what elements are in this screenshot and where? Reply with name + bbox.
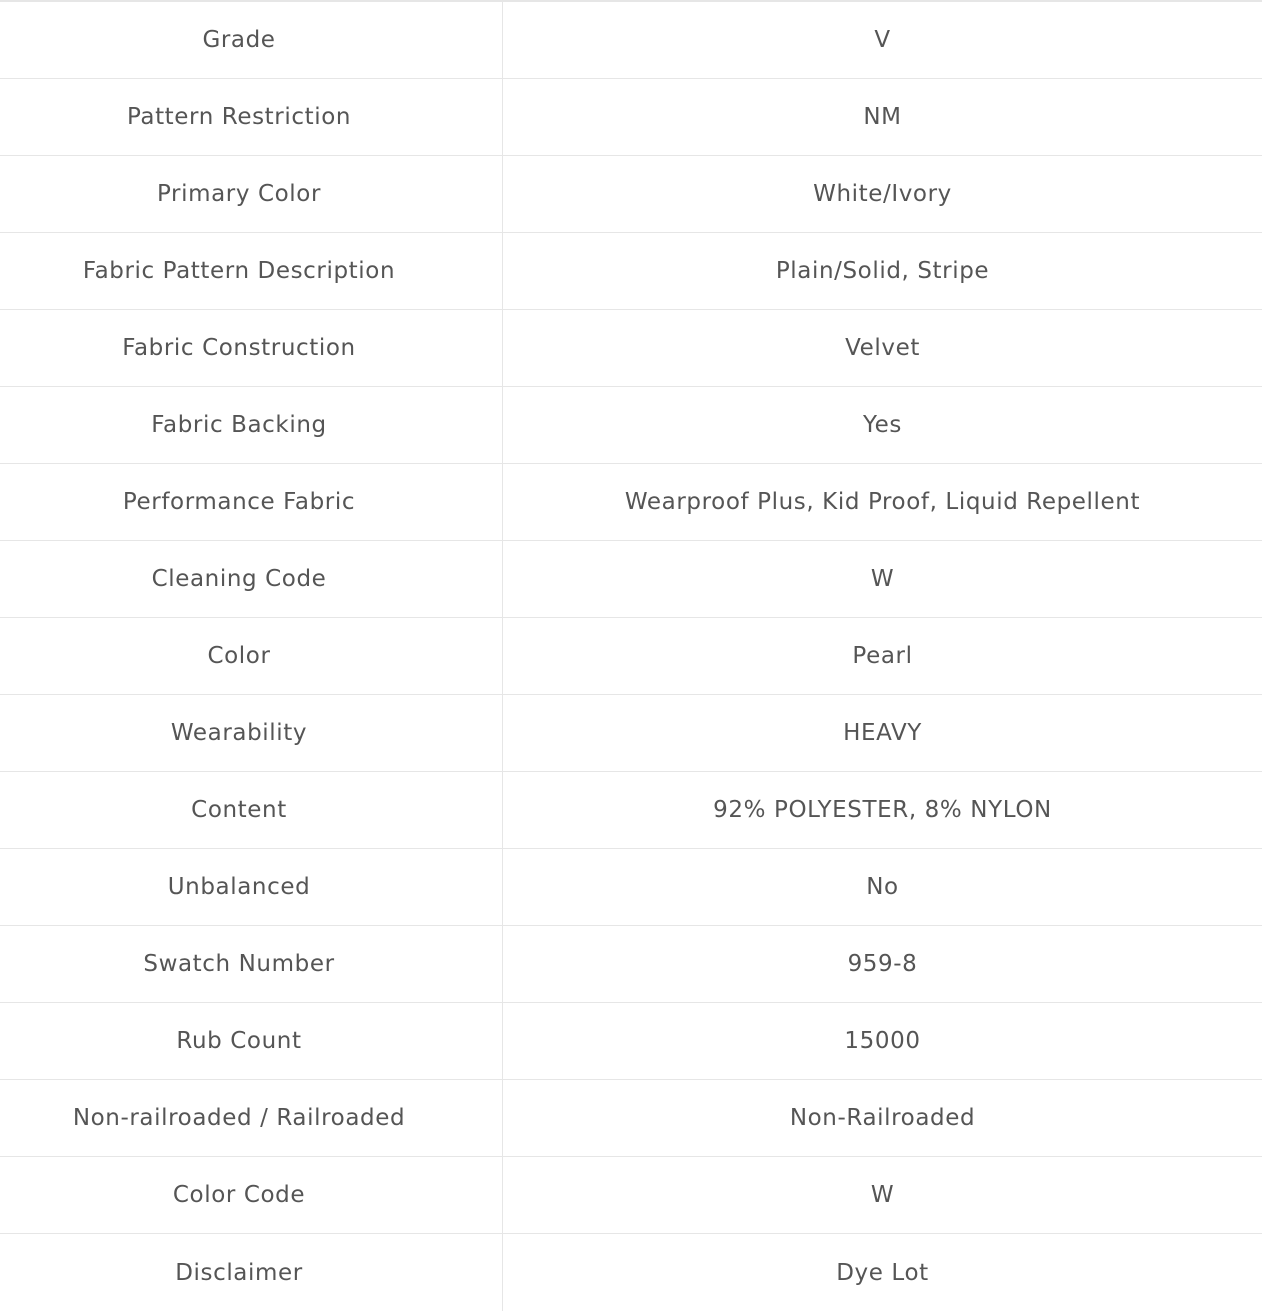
- spec-value: 92% POLYESTER, 8% NYLON: [503, 772, 1262, 849]
- spec-label: Color Code: [0, 1157, 503, 1234]
- spec-row-grade: [0, 1, 1262, 79]
- spec-row-performance-fabric: [0, 464, 1262, 541]
- spec-label: Fabric Backing: [0, 387, 503, 464]
- spec-label: Fabric Pattern Description: [0, 233, 503, 310]
- spec-value: Wearproof Plus, Kid Proof, Liquid Repellent: [503, 464, 1262, 541]
- spec-row-color: [0, 618, 1262, 695]
- spec-row-railroaded: [0, 1080, 1262, 1157]
- spec-value: Plain/Solid, Stripe: [503, 233, 1262, 310]
- spec-row-color-code: [0, 1157, 1262, 1234]
- spec-label: Performance Fabric: [0, 464, 503, 541]
- spec-label: Swatch Number: [0, 926, 503, 1003]
- spec-value: 15000: [503, 1003, 1262, 1080]
- spec-label: Primary Color: [0, 156, 503, 233]
- spec-value: Dye Lot: [503, 1234, 1262, 1311]
- spec-value: No: [503, 849, 1262, 926]
- spec-row-fabric-construction: [0, 310, 1262, 387]
- spec-row-primary-color: [0, 156, 1262, 233]
- spec-row-unbalanced: [0, 849, 1262, 926]
- spec-label: Content: [0, 772, 503, 849]
- spec-label: Color: [0, 618, 503, 695]
- spec-label: Fabric Construction: [0, 310, 503, 387]
- spec-row-fabric-backing: [0, 387, 1262, 464]
- spec-label: Disclaimer: [0, 1234, 503, 1311]
- spec-row-fabric-pattern-description: [0, 233, 1262, 310]
- spec-value: Non-Railroaded: [503, 1080, 1262, 1157]
- spec-row-content: [0, 772, 1262, 849]
- spec-label: Cleaning Code: [0, 541, 503, 618]
- spec-label: Grade: [0, 1, 503, 79]
- spec-value: NM: [503, 79, 1262, 156]
- spec-row-wearability: [0, 695, 1262, 772]
- spec-value: White/Ivory: [503, 156, 1262, 233]
- spec-value: Velvet: [503, 310, 1262, 387]
- spec-value: V: [503, 1, 1262, 79]
- spec-row-disclaimer: [0, 1234, 1262, 1311]
- spec-row-cleaning-code: [0, 541, 1262, 618]
- spec-value: 959-8: [503, 926, 1262, 1003]
- spec-value: W: [503, 541, 1262, 618]
- spec-label: Wearability: [0, 695, 503, 772]
- spec-value: W: [503, 1157, 1262, 1234]
- spec-value: Pearl: [503, 618, 1262, 695]
- spec-table-body: [0, 1, 1262, 1311]
- spec-row-pattern-restriction: [0, 79, 1262, 156]
- spec-label: Non-railroaded / Railroaded: [0, 1080, 503, 1157]
- spec-value: HEAVY: [503, 695, 1262, 772]
- spec-label: Unbalanced: [0, 849, 503, 926]
- spec-label: Rub Count: [0, 1003, 503, 1080]
- spec-row-swatch-number: [0, 926, 1262, 1003]
- spec-value: Yes: [503, 387, 1262, 464]
- spec-row-rub-count: [0, 1003, 1262, 1080]
- spec-label: Pattern Restriction: [0, 79, 503, 156]
